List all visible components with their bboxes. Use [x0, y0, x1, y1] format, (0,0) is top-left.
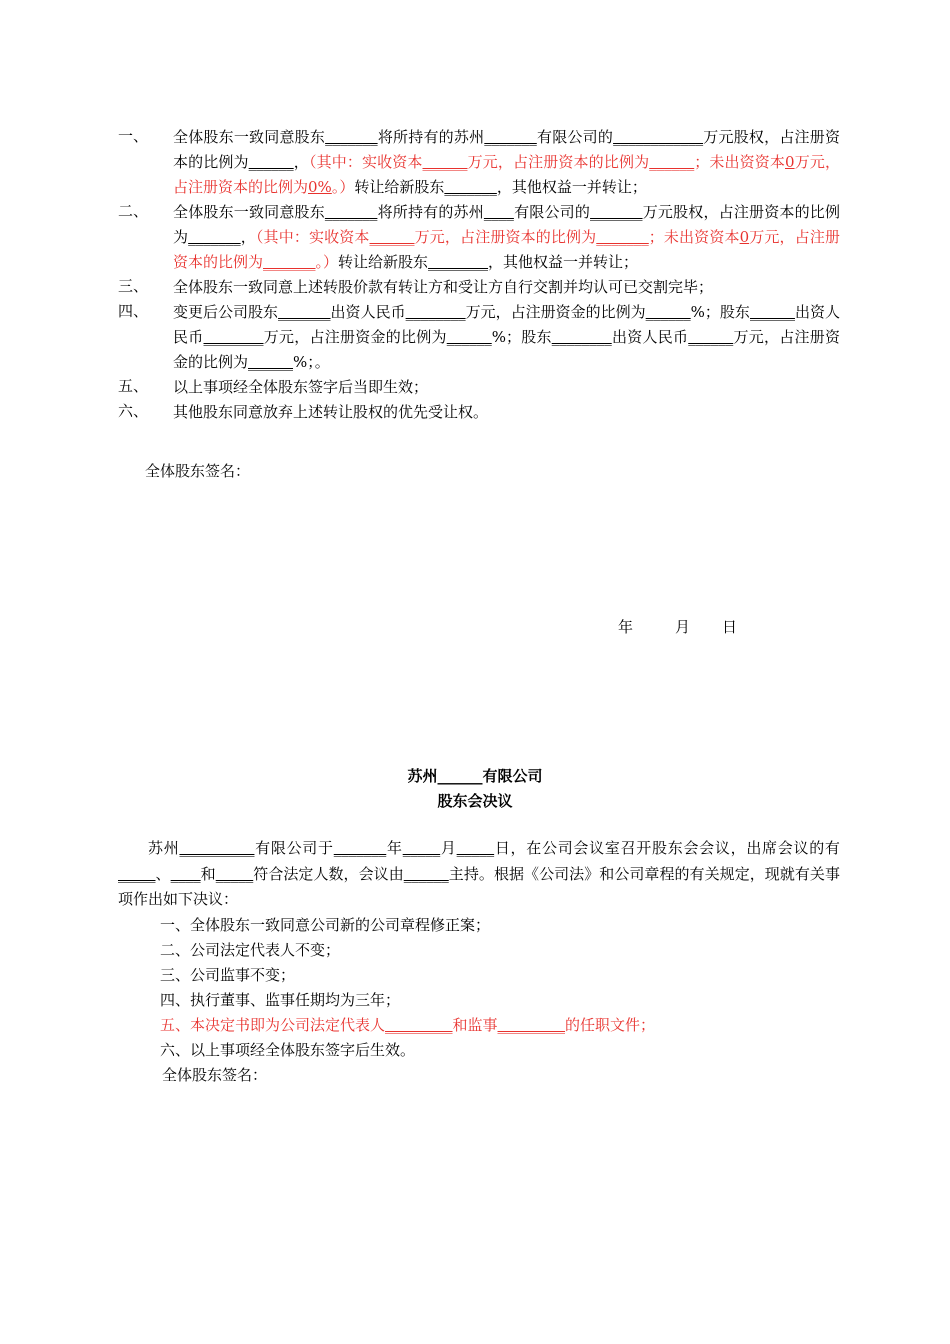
- item-2: [118, 200, 840, 275]
- blank-field: ________: [203, 328, 264, 346]
- item-text: [173, 400, 840, 425]
- resolution-1: [160, 914, 490, 935]
- text-segment: ；未出资资本: [648, 228, 740, 246]
- item-number: 三、: [118, 277, 149, 295]
- text-segment: 三、公司监事不变；: [160, 966, 296, 984]
- text-segment: 全体股东一致同意股东: [173, 203, 325, 221]
- text-segment: 有限公司的: [513, 203, 591, 221]
- text-segment: ，其他权益一并转让；: [488, 253, 639, 271]
- resolution-3: [160, 964, 295, 985]
- blank-field: ____: [170, 864, 201, 883]
- text-segment: ，: [293, 153, 309, 171]
- item-text: [173, 200, 840, 275]
- text-segment: 万元股权，占注册资本的比例为: [173, 128, 840, 171]
- blank-field: __________: [179, 839, 255, 857]
- blank-field: ______: [422, 153, 468, 171]
- item-number: 二、: [118, 202, 149, 220]
- blank-field: _____: [402, 839, 441, 857]
- blank-field: _______: [596, 228, 649, 246]
- blank-field: _______: [324, 203, 378, 221]
- item-text: [173, 300, 840, 375]
- blank-field: ______: [248, 153, 294, 171]
- text-segment: 四、执行董事、监事任期均为三年；: [160, 991, 401, 1009]
- text-segment: 主持。根据《公司法》和公司章程的有关规定，现就有关事项作出如下决议：: [118, 864, 840, 908]
- blank-field: _______: [325, 128, 378, 146]
- resolution-6: [160, 1039, 415, 1060]
- text-segment: 一、全体股东一致同意公司新的公司章程修正案；: [160, 916, 491, 934]
- item-number: 五、: [118, 377, 149, 395]
- date-month: 月: [675, 618, 691, 636]
- text-segment: 全体股东一致同意上述转股价款有转让方和受让方自行交割并均认可已交割完毕；: [173, 278, 714, 296]
- text-segment: （其中：实收资本: [308, 153, 423, 171]
- text-segment: 万元，占注册资本的比例为: [414, 228, 597, 246]
- text-segment: 的任职文件；: [565, 1016, 656, 1034]
- item-3: [118, 275, 840, 300]
- text-segment: 万元，占注册资本的比例为: [467, 153, 650, 171]
- text-segment: 出资人民币: [173, 303, 840, 346]
- date-year: 年: [618, 618, 634, 636]
- blank-field: ______: [248, 353, 294, 371]
- text-segment: 。）: [331, 178, 355, 196]
- item-4: [118, 300, 840, 375]
- blank-field: ______: [645, 303, 691, 321]
- item-number: 一、: [118, 127, 149, 145]
- text-segment: 、: [155, 864, 171, 883]
- blank-field: _______: [484, 128, 537, 146]
- text-segment: 转让给新股东: [338, 253, 429, 271]
- signature-label-2: 全体股东签名：: [162, 1066, 268, 1084]
- blank-field: _______: [444, 178, 497, 196]
- text-segment: 年: [386, 839, 403, 857]
- blank-field: ________: [428, 253, 489, 271]
- text-segment: %；股东: [491, 328, 552, 346]
- item-5: [118, 375, 840, 400]
- item-6: [118, 400, 840, 425]
- text-segment: 以上事项经全体股东签字后当即生效；: [173, 378, 429, 396]
- text-segment: 五、本决定书即为公司法定代表人: [160, 1016, 386, 1034]
- blank-field: 0: [785, 153, 795, 171]
- text-segment: 万元，占注册资本的比例为: [173, 228, 840, 271]
- blank-field: ________: [551, 328, 612, 346]
- blank-field: ______: [688, 328, 734, 346]
- text-segment: 万元，占注册资金的比例为: [263, 328, 447, 346]
- text-segment: （其中：实收资本: [255, 228, 370, 246]
- resolution-5: [160, 1014, 655, 1035]
- blank-field: ____: [483, 203, 514, 221]
- text-segment: ；未出资资本: [694, 153, 786, 171]
- resolution-2: [160, 939, 340, 960]
- text-segment: 和: [200, 864, 216, 883]
- text-segment: 全体股东一致同意股东: [173, 128, 326, 146]
- blank-field: 0%: [308, 178, 332, 196]
- text-segment: 和监事: [452, 1016, 498, 1034]
- text-segment: 万元，占注册资金的比例为: [465, 303, 646, 321]
- blank-field: ______: [403, 864, 449, 883]
- text-segment: 有限公司的: [536, 128, 614, 146]
- text-segment: %；。: [293, 353, 330, 371]
- blank-field: _____: [215, 864, 254, 883]
- text-segment: 将所持有的苏州: [377, 128, 485, 146]
- item-number: 六、: [118, 402, 149, 420]
- company-title: 苏州______有限公司: [407, 767, 543, 785]
- blank-field: _________: [385, 1016, 453, 1034]
- text-segment: 月: [440, 839, 457, 857]
- text-segment: 苏州: [148, 839, 180, 857]
- item-text: [173, 275, 840, 300]
- blank-field: ______: [649, 153, 695, 171]
- blank-field: _____: [456, 839, 495, 857]
- text-segment: 其他股东同意放弃上述转让股权的优先受让权。: [173, 403, 489, 421]
- text-segment: 。）: [315, 253, 339, 271]
- text-segment: 万元股权，占注册资本的比例为: [173, 203, 840, 246]
- blank-field: ________: [405, 303, 466, 321]
- document-title: 股东会决议: [437, 792, 513, 810]
- item-1: [118, 125, 840, 200]
- text-segment: 有限公司于: [254, 839, 334, 857]
- text-segment: %；股东: [690, 303, 750, 321]
- item-number: 四、: [118, 302, 149, 320]
- item-text: [173, 375, 840, 400]
- date-day: 日: [722, 618, 738, 636]
- text-segment: 二、公司法定代表人不变；: [160, 941, 341, 959]
- signature-label: 全体股东签名：: [145, 462, 251, 480]
- text-segment: 转让给新股东: [354, 178, 445, 196]
- text-segment: 出资人民币: [611, 328, 689, 346]
- blank-field: _______: [188, 228, 241, 246]
- intro-paragraph: [118, 836, 840, 913]
- blank-field: ______: [749, 303, 795, 321]
- resolution-4: [160, 989, 400, 1010]
- text-segment: 日，在公司会议室召开股东会会议，出席会议的有: [494, 839, 840, 857]
- text-segment: 将所持有的苏州: [377, 203, 484, 221]
- blank-field: _______: [278, 303, 331, 321]
- text-segment: 符合法定人数，会议由: [253, 864, 404, 883]
- text-segment: 变更后公司股东: [173, 303, 279, 321]
- blank-field: _____: [118, 864, 156, 883]
- text-segment: 出资人民币: [330, 303, 406, 321]
- text-segment: 万元，占注册资本的比例为: [173, 153, 840, 196]
- text-segment: 六、以上事项经全体股东签字后生效。: [160, 1041, 416, 1059]
- blank-field: _________: [497, 1016, 566, 1034]
- text-segment: ，: [240, 228, 256, 246]
- item-text: [173, 125, 840, 200]
- blank-field: 0: [739, 228, 750, 246]
- blank-field: _______: [590, 203, 643, 221]
- blank-field: _______: [333, 839, 387, 857]
- blank-field: ____________: [613, 128, 704, 146]
- blank-field: ______: [369, 228, 415, 246]
- blank-field: _______: [263, 253, 316, 271]
- text-segment: 万元，占注册资金的比例为: [173, 328, 840, 371]
- text-segment: ，其他权益一并转让；: [496, 178, 647, 196]
- blank-field: ______: [446, 328, 492, 346]
